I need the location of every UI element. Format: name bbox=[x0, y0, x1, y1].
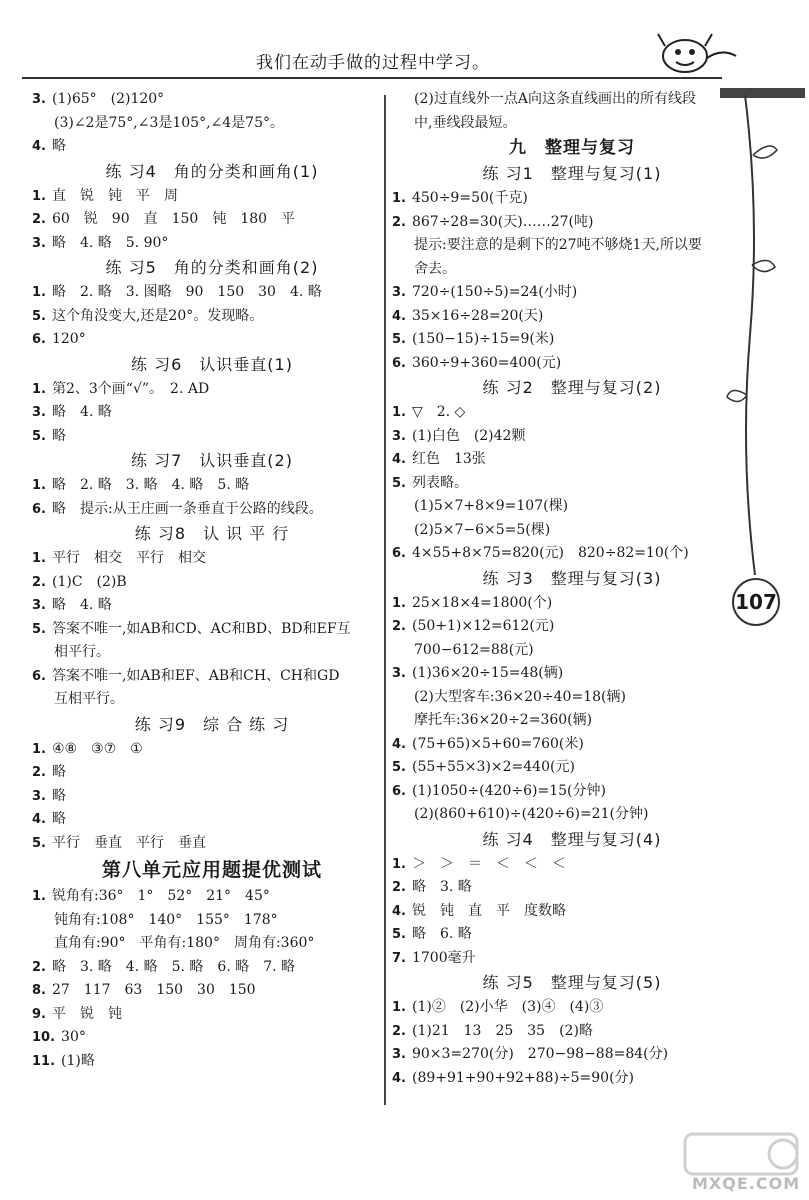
answer-line bbox=[32, 571, 392, 595]
question-number: 11. bbox=[32, 1053, 56, 1069]
answer-line bbox=[392, 780, 752, 804]
answer-line bbox=[32, 641, 392, 665]
question-number: 1. bbox=[32, 741, 46, 757]
answer-text: ④⑧ ③⑦ ① bbox=[51, 740, 143, 757]
question-number: 3. bbox=[32, 235, 46, 251]
answer-text: ▽ 2. ◇ bbox=[411, 404, 466, 420]
question-number: 5. bbox=[32, 308, 46, 324]
question-number: 3. bbox=[32, 92, 46, 107]
answer-text: 答案不唯一,如AB和EF、AB和CH、CH和GD bbox=[51, 667, 340, 684]
question-number: 3. bbox=[392, 1047, 406, 1062]
answer-line bbox=[392, 472, 752, 496]
answer-line bbox=[32, 378, 392, 402]
answer-line bbox=[32, 425, 392, 449]
answer-text: 中,垂线段最短。 bbox=[414, 114, 517, 131]
answer-text: 略 3. 略 4. 略 5. 略 6. 略 7. 略 bbox=[51, 958, 296, 975]
answer-line bbox=[392, 112, 752, 136]
answer-line bbox=[32, 185, 392, 209]
answer-text: 27 117 63 150 30 150 bbox=[51, 982, 256, 998]
answer-text: 4×55+8×75=820(元) 820÷82=10(个) bbox=[411, 545, 689, 561]
answer-line bbox=[392, 615, 752, 639]
cartoon-mascot-icon bbox=[650, 28, 740, 78]
answer-line bbox=[32, 979, 392, 1003]
question-number: 3. bbox=[32, 405, 46, 420]
answer-line bbox=[32, 738, 392, 762]
answer-text: 360÷9+360=400(元) bbox=[411, 354, 562, 371]
answer-text: 答案不唯一,如AB和CD、AC和BD、BD和EF互 bbox=[51, 620, 351, 637]
answer-line bbox=[32, 1026, 392, 1050]
answer-line bbox=[392, 876, 752, 900]
question-number: 5. bbox=[392, 475, 406, 491]
answer-text: 略 4. 略 bbox=[51, 597, 112, 613]
answer-line bbox=[32, 232, 392, 256]
header-title: 我们在动手做的过程中学习。 bbox=[256, 53, 490, 73]
answer-line bbox=[392, 495, 752, 519]
answer-line bbox=[32, 618, 392, 642]
answer-line bbox=[392, 519, 752, 543]
answer-line bbox=[32, 761, 392, 785]
question-number: 4. bbox=[32, 139, 46, 154]
answer-line bbox=[32, 832, 392, 856]
answer-line bbox=[392, 662, 752, 686]
answer-text: (89+91+90+92+88)÷5=90(分) bbox=[411, 1069, 635, 1086]
answer-line bbox=[32, 208, 392, 232]
answer-text: 直角有:90° 平角有:180° 周角有:360° bbox=[54, 935, 315, 951]
answer-text: 30° bbox=[61, 1029, 86, 1045]
answer-text: 25×18×4=1800(个) bbox=[411, 594, 553, 611]
answer-text: (1)1050÷(420÷6)=15(分钟) bbox=[411, 782, 606, 799]
question-number: 1. bbox=[392, 405, 406, 420]
section-heading: 练 习3 整理与复习(3) bbox=[482, 568, 662, 588]
answer-line bbox=[392, 1067, 752, 1091]
answer-text: 平 锐 钝 bbox=[51, 1005, 122, 1022]
answer-text: 90×3=270(分) 270−98−88=84(分) bbox=[411, 1046, 669, 1062]
answer-text: 锐 钝 直 平 度数略 bbox=[411, 902, 566, 919]
answer-text: (2)大型客车:36×20÷40=18(辆) bbox=[414, 688, 626, 705]
answer-text: 相平行。 bbox=[54, 644, 110, 660]
answer-line bbox=[32, 281, 392, 305]
question-number: 4. bbox=[32, 812, 46, 827]
answer-text: (1)略 bbox=[61, 1052, 95, 1069]
question-number: 9. bbox=[32, 1006, 46, 1022]
answer-line bbox=[392, 352, 752, 376]
page-number-badge: 107 bbox=[732, 578, 780, 626]
answer-line bbox=[32, 885, 392, 909]
answer-line bbox=[392, 425, 752, 449]
answer-line bbox=[392, 900, 752, 924]
answer-text: 红色 13张 bbox=[411, 451, 486, 467]
question-number: 6. bbox=[392, 355, 406, 371]
question-number: 5. bbox=[392, 927, 406, 942]
answer-text: 舍去。 bbox=[414, 260, 456, 277]
question-number: 1. bbox=[32, 478, 46, 493]
answer-text: (1)② (2)小华 (3)④ (4)③ bbox=[411, 999, 604, 1015]
question-number: 1. bbox=[32, 889, 46, 904]
answer-line bbox=[392, 733, 752, 757]
answer-text: 120° bbox=[51, 331, 86, 347]
question-number: 4. bbox=[392, 903, 406, 919]
answer-text: (150−15)÷15=9(米) bbox=[411, 331, 555, 347]
answer-line bbox=[392, 448, 752, 472]
answer-line bbox=[392, 258, 752, 282]
question-number: 3. bbox=[392, 428, 406, 444]
answer-line bbox=[32, 547, 392, 571]
answer-line bbox=[32, 305, 392, 329]
answer-text: 提示:要注意的是剩下的27吨不够烧1天,所以要 bbox=[414, 237, 702, 253]
question-number: 2. bbox=[32, 212, 46, 227]
question-number: 4. bbox=[392, 308, 406, 324]
answer-text: (2)5×7−6×5=5(棵) bbox=[414, 521, 551, 538]
section-heading: 九 整理与复习 bbox=[509, 138, 635, 158]
answer-line bbox=[392, 756, 752, 780]
section-heading: 练 习9 综 合 练 习 bbox=[134, 714, 290, 734]
answer-text: (1)5×7+8×9=107(棵) bbox=[414, 498, 569, 514]
section-heading: 练 习6 认识垂直(1) bbox=[131, 354, 293, 374]
answer-text: 略 4. 略 bbox=[51, 404, 112, 420]
answer-line bbox=[392, 639, 752, 663]
question-number: 10. bbox=[32, 1030, 56, 1045]
section-heading: 练 习8 认 识 平 行 bbox=[134, 524, 290, 543]
question-number: 1. bbox=[392, 595, 406, 611]
answer-text: 平行 相交 平行 相交 bbox=[51, 550, 206, 566]
answer-text: 略 4. 略 5. 90° bbox=[51, 234, 169, 251]
answer-line bbox=[32, 688, 392, 712]
question-number: 1. bbox=[32, 551, 46, 566]
answer-text: 略 2. 略 3. 略 4. 略 5. 略 bbox=[51, 477, 250, 493]
answer-text: 867÷28=30(天)……27(吨) bbox=[411, 213, 594, 230]
answer-text: 700−612=88(元) bbox=[414, 641, 534, 658]
answer-line bbox=[392, 592, 752, 616]
answer-line bbox=[32, 594, 392, 618]
answer-text: 略 bbox=[51, 787, 66, 804]
answer-line bbox=[392, 853, 752, 877]
answer-text: 摩托车:36×20÷2=360(辆) bbox=[414, 712, 593, 728]
answer-text: 钝角有:108° 140° 155° 178° bbox=[54, 911, 278, 928]
answer-line bbox=[32, 932, 392, 956]
answer-text: 略 bbox=[51, 811, 66, 827]
answer-text: 略 bbox=[51, 138, 66, 154]
answer-line bbox=[32, 112, 392, 136]
answer-line bbox=[32, 88, 392, 112]
question-number: 3. bbox=[32, 788, 46, 804]
question-number: 1. bbox=[392, 856, 406, 872]
answer-line bbox=[32, 909, 392, 933]
answer-text: 锐角有:36° 1° 52° 21° 45° bbox=[51, 888, 270, 904]
answer-text: 略 3. 略 bbox=[411, 879, 472, 895]
answer-line bbox=[32, 1050, 392, 1074]
answer-line bbox=[32, 1003, 392, 1027]
question-number: 5. bbox=[32, 835, 46, 851]
answer-text: (1)C (2)B bbox=[51, 573, 127, 590]
section-heading: 练 习2 整理与复习(2) bbox=[482, 378, 662, 397]
section-heading: 练 习5 整理与复习(5) bbox=[482, 973, 662, 992]
answer-text: 互相平行。 bbox=[54, 691, 124, 707]
question-number: 1. bbox=[32, 381, 46, 397]
answer-line bbox=[32, 135, 392, 159]
answer-line bbox=[32, 785, 392, 809]
section-heading: 练 习5 角的分类和画角(2) bbox=[105, 258, 319, 277]
answer-text: (1)白色 (2)42颗 bbox=[411, 427, 526, 444]
question-number: 5. bbox=[392, 760, 406, 775]
header-rule bbox=[22, 77, 722, 79]
right-column bbox=[392, 88, 752, 1090]
question-number: 2. bbox=[392, 619, 406, 634]
question-number: 8. bbox=[32, 983, 46, 998]
question-number: 2. bbox=[32, 574, 46, 590]
answer-text: 略 6. 略 bbox=[411, 926, 472, 942]
question-number: 6. bbox=[32, 332, 46, 347]
answer-text: (50+1)×12=612(元) bbox=[411, 618, 555, 634]
question-number: 6. bbox=[32, 668, 46, 684]
answer-line bbox=[32, 498, 392, 522]
answer-text: (1)65° (2)120° bbox=[51, 91, 165, 107]
answer-text: (3)∠2是75°,∠3是105°,∠4是75°。 bbox=[54, 114, 284, 131]
question-number: 2. bbox=[392, 880, 406, 895]
answer-line bbox=[392, 709, 752, 733]
question-number: 1. bbox=[32, 285, 46, 300]
question-number: 7. bbox=[392, 950, 406, 966]
section-heading: 练 习1 整理与复习(1) bbox=[482, 164, 662, 183]
answer-line bbox=[32, 401, 392, 425]
answer-text: 略 提示:从王庄画一条垂直于公路的线段。 bbox=[51, 500, 323, 517]
answer-text: 60 锐 90 直 150 钝 180 平 bbox=[51, 211, 296, 227]
question-number: 5. bbox=[32, 428, 46, 444]
answer-line bbox=[392, 281, 752, 305]
question-number: 1. bbox=[392, 191, 406, 206]
answer-line bbox=[392, 1043, 752, 1067]
answer-line bbox=[392, 328, 752, 352]
question-number: 2. bbox=[32, 765, 46, 780]
section-heading: 练 习4 角的分类和画角(1) bbox=[105, 161, 319, 181]
answer-text: (75+65)×5+60=760(米) bbox=[411, 735, 584, 752]
question-number: 3. bbox=[32, 598, 46, 613]
answer-line bbox=[392, 401, 752, 425]
answer-line bbox=[392, 923, 752, 947]
question-number: 6. bbox=[32, 501, 46, 517]
question-number: 1. bbox=[392, 1000, 406, 1015]
answer-line bbox=[32, 328, 392, 352]
section-heading: 第八单元应用题提优测试 bbox=[101, 859, 322, 881]
answer-text: ＞ ＞ ＝ ＜ ＜ ＜ bbox=[411, 855, 566, 872]
answer-line bbox=[392, 305, 752, 329]
answer-text: (1)21 13 25 35 (2)略 bbox=[411, 1022, 593, 1039]
question-number: 1. bbox=[32, 188, 46, 204]
watermark-text: MXQE.COM bbox=[692, 1174, 801, 1193]
answer-text: 平行 垂直 平行 垂直 bbox=[51, 834, 206, 851]
question-number: 6. bbox=[392, 546, 406, 561]
answer-line bbox=[392, 803, 752, 827]
answer-line bbox=[392, 1020, 752, 1044]
answer-text: 720÷(150÷5)=24(小时) bbox=[411, 284, 578, 300]
answer-text: (2)(860+610)÷(420÷6)=21(分钟) bbox=[414, 806, 649, 822]
answer-text: (2)过直线外一点A向这条直线画出的所有线段 bbox=[414, 91, 696, 107]
answer-line bbox=[32, 808, 392, 832]
answer-line bbox=[392, 996, 752, 1020]
question-number: 4. bbox=[392, 452, 406, 467]
answer-line bbox=[392, 234, 752, 258]
question-number: 2. bbox=[32, 959, 46, 975]
answer-text: 直 锐 钝 平 周 bbox=[51, 187, 178, 204]
answer-text: 1700毫升 bbox=[411, 949, 476, 966]
page-header bbox=[0, 0, 809, 100]
question-number: 2. bbox=[392, 1023, 406, 1039]
answer-text: 这个角没变大,还是20°。发现略。 bbox=[51, 307, 264, 324]
question-number: 5. bbox=[392, 332, 406, 347]
answer-line bbox=[392, 947, 752, 971]
answer-text: 列表略。 bbox=[411, 474, 468, 491]
question-number: 3. bbox=[392, 666, 406, 681]
question-number: 4. bbox=[392, 736, 406, 752]
answer-text: 35×16÷28=20(天) bbox=[411, 307, 544, 324]
answer-line bbox=[392, 211, 752, 235]
answer-text: 略 bbox=[51, 764, 66, 780]
section-heading: 练 习4 整理与复习(4) bbox=[482, 829, 662, 849]
answer-text: 略 bbox=[51, 427, 66, 444]
answer-text: (55+55×3)×2=440(元) bbox=[411, 759, 575, 775]
answer-text: (1)36×20÷15=48(辆) bbox=[411, 665, 564, 681]
question-number: 2. bbox=[392, 214, 406, 230]
answer-line bbox=[392, 542, 752, 566]
answer-text: 第2、3个画“√”。 2. AD bbox=[51, 380, 210, 397]
section-heading: 练 习7 认识垂直(2) bbox=[131, 451, 293, 470]
answer-line bbox=[32, 665, 392, 689]
answer-line bbox=[32, 956, 392, 980]
answer-line bbox=[392, 187, 752, 211]
answer-line bbox=[392, 686, 752, 710]
answer-text: 450÷9=50(千克) bbox=[411, 190, 528, 206]
answer-text: 略 2. 略 3. 图略 90 150 30 4. 略 bbox=[51, 284, 322, 300]
question-number: 3. bbox=[392, 285, 406, 300]
question-number: 5. bbox=[32, 621, 46, 637]
answer-line bbox=[392, 88, 752, 112]
question-number: 6. bbox=[392, 783, 406, 799]
answer-line bbox=[32, 474, 392, 498]
question-number: 4. bbox=[392, 1070, 406, 1086]
left-column bbox=[32, 88, 392, 1073]
